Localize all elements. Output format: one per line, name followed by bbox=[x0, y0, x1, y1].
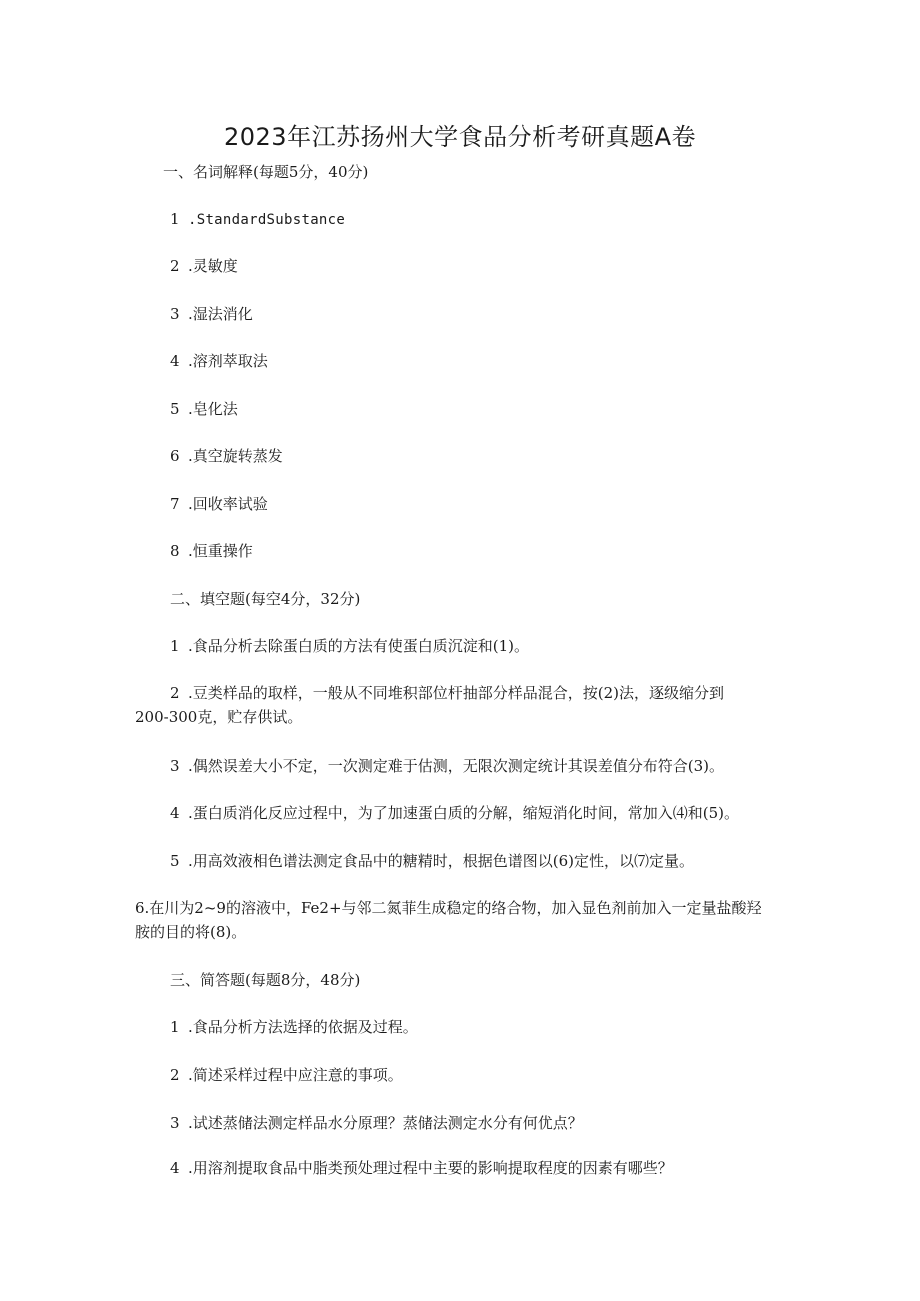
section-3-item-2 bbox=[170, 1065, 403, 1085]
section-3-heading: 三、简答题(每题8分，48分) bbox=[170, 971, 361, 989]
item-text: .恒重操作 bbox=[188, 542, 253, 560]
section-2-heading: 二、填空题(每空4分，32分) bbox=[170, 590, 361, 608]
item-text: .灵敏度 bbox=[188, 257, 238, 275]
item-text: .偶然误差大小不定，一次测定难于估测，无限次测定统计其误差值分布符合(3)。 bbox=[188, 757, 725, 775]
item-number: 4 bbox=[170, 804, 180, 822]
section-3-item-1 bbox=[170, 1017, 418, 1037]
item-text: .试述蒸储法测定样品水分原理？蒸储法测定水分有何优点？ bbox=[188, 1114, 583, 1132]
item-number: 4 bbox=[170, 1159, 180, 1177]
section-1-item-2 bbox=[170, 256, 238, 276]
item-number: 4 bbox=[170, 352, 180, 370]
item-text: .豆类样品的取样，一般从不同堆积部位杆抽部分样品混合，按(2)法，逐级缩分到 bbox=[188, 684, 725, 702]
item-text: .皂化法 bbox=[188, 400, 238, 418]
section-1-item-5 bbox=[170, 399, 238, 419]
document-title: 2023年江苏扬州大学食品分析考研真题A卷 bbox=[224, 123, 696, 151]
section-1-item-1 bbox=[170, 209, 345, 230]
item-number: 3 bbox=[170, 757, 180, 775]
section-1-item-7 bbox=[170, 494, 268, 514]
section-2-item-6-line-2: 胺的目的将(8)。 bbox=[135, 923, 247, 941]
item-text: .蛋白质消化反应过程中，为了加速蛋白质的分解，缩短消化时间，常加入⑷和(5)。 bbox=[188, 804, 740, 822]
item-number: 3 bbox=[170, 305, 180, 323]
item-text: .简述采样过程中应注意的事项。 bbox=[188, 1066, 403, 1084]
section-2-item-5 bbox=[170, 851, 694, 871]
section-2-item-2-continuation: 200-300克，贮存供试。 bbox=[135, 708, 303, 726]
section-1-heading: 一、名词解释(每题5分，40分) bbox=[163, 163, 369, 181]
item-number: 2 bbox=[170, 257, 180, 275]
item-number: 2 bbox=[170, 684, 180, 702]
section-2-item-3 bbox=[170, 756, 724, 776]
section-1-item-8 bbox=[170, 541, 253, 561]
section-3-item-3 bbox=[170, 1113, 583, 1133]
item-text: .回收率试验 bbox=[188, 495, 268, 513]
item-text: .湿法消化 bbox=[188, 305, 253, 323]
section-2-item-4 bbox=[170, 803, 739, 823]
item-text: .食品分析去除蛋白质的方法有使蛋白质沉淀和(1)。 bbox=[188, 637, 530, 655]
item-number: 1 bbox=[170, 637, 180, 655]
section-2-item-2 bbox=[170, 683, 724, 703]
item-text: .溶剂萃取法 bbox=[188, 352, 268, 370]
item-text: .用高效液相色谱法测定食品中的糖精时，根据色谱图以(6)定性，以⑺定量。 bbox=[188, 852, 695, 870]
item-number: 2 bbox=[170, 1066, 180, 1084]
item-number: 3 bbox=[170, 1114, 180, 1132]
item-text: .用溶剂提取食品中脂类预处理过程中主要的影响提取程度的因素有哪些？ bbox=[188, 1159, 673, 1177]
item-number: 8 bbox=[170, 542, 180, 560]
item-number: 1 bbox=[170, 210, 180, 228]
item-number: 7 bbox=[170, 495, 180, 513]
item-number: 6 bbox=[170, 447, 180, 465]
item-number: 1 bbox=[170, 1018, 180, 1036]
section-1-item-3 bbox=[170, 304, 253, 324]
section-2-item-1 bbox=[170, 636, 529, 656]
item-number: 5 bbox=[170, 400, 180, 418]
section-3-item-4 bbox=[170, 1158, 673, 1178]
item-number: 5 bbox=[170, 852, 180, 870]
section-1-item-6 bbox=[170, 446, 283, 466]
section-1-item-4 bbox=[170, 351, 268, 371]
item-text: .StandardSubstance bbox=[188, 212, 346, 228]
item-text: .真空旋转蒸发 bbox=[188, 447, 283, 465]
section-2-item-6-line-1: 6.在川为2~9的溶液中，Fe2+与邻二氮菲生成稳定的络合物，加入显色剂前加入一定量盐酸羟 bbox=[135, 899, 762, 917]
item-text: .食品分析方法选择的依据及过程。 bbox=[188, 1018, 418, 1036]
